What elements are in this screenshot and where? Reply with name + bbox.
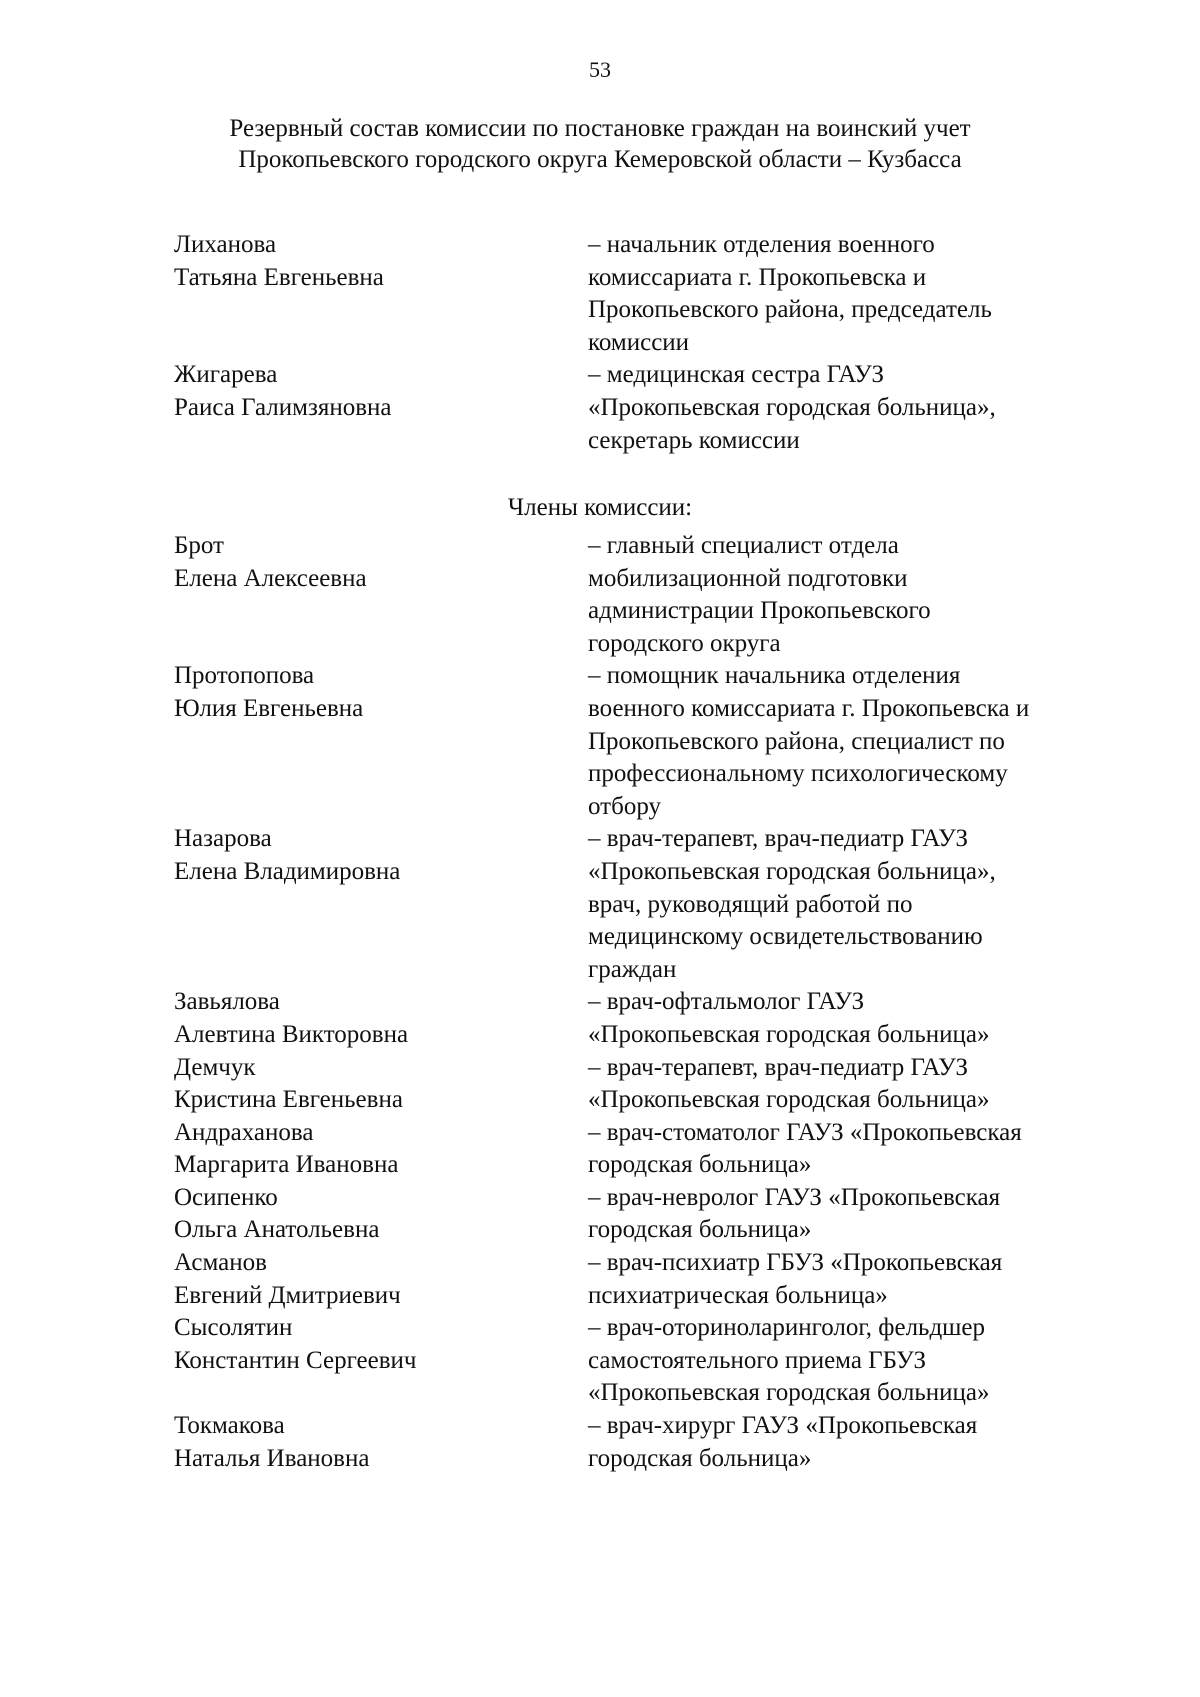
role-line: – врач-стоматолог ГАУЗ «Прокопьевская [588, 1118, 1022, 1146]
person-surname: Брот [174, 532, 224, 559]
role-line: городская больница» [588, 1151, 812, 1179]
person-surname: Токмакова [174, 1412, 285, 1440]
person-name [174, 823, 588, 986]
role-line: – врач-офтальмолог ГАУЗ [588, 988, 865, 1016]
role-line: городская больница» [588, 1444, 812, 1472]
person-entry [174, 986, 1114, 1051]
person-given-names: Раиса Галимзяновна [174, 393, 392, 421]
person-name [174, 1117, 588, 1182]
person-entry [174, 530, 1114, 660]
role-line: Прокопьевского района, председатель [588, 296, 992, 324]
person-surname: Протопопова [174, 662, 315, 690]
role-line: секретарь комиссии [588, 426, 800, 454]
role-line: – врач-невролог ГАУЗ «Прокопьевская [588, 1183, 1001, 1211]
role-line: – врач-терапевт, врач-педиатр ГАУЗ [588, 825, 968, 853]
person-entry [174, 1247, 1114, 1312]
role-line: – врач-психиатр ГБУЗ «Прокопьевская [588, 1249, 1003, 1277]
person-role [588, 1117, 1108, 1182]
person-entry [174, 1410, 1114, 1475]
person-name [174, 660, 588, 823]
person-role [588, 986, 1108, 1051]
person-given-names: Ольга Анатольевна [174, 1216, 380, 1244]
role-line: «Прокопьевская городская больница» [588, 1086, 990, 1114]
person-name [174, 1312, 588, 1410]
person-entry [174, 359, 1114, 457]
person-surname: Демчук [174, 1053, 256, 1081]
person-entry [174, 823, 1114, 986]
role-line: – начальник отделения военного [588, 231, 935, 258]
role-line: самостоятельного приема ГБУЗ [588, 1346, 926, 1374]
person-given-names: Елена Алексеевна [174, 564, 367, 592]
role-line: «Прокопьевская городская больница», [588, 393, 996, 421]
person-role [588, 1410, 1108, 1475]
role-line: психиатрическая больница» [588, 1281, 888, 1309]
person-name [174, 359, 588, 457]
title-line-1: Резервный состав комиссии по постановке граждан на воинский учет [229, 115, 971, 142]
role-line: мобилизационной подготовки [588, 564, 908, 592]
person-name [174, 1410, 588, 1475]
person-given-names: Наталья Ивановна [174, 1444, 370, 1472]
person-role [588, 359, 1108, 457]
role-line: комиссариата г. Прокопьевска и [588, 263, 927, 291]
role-line: граждан [588, 955, 677, 983]
person-given-names: Константин Сергеевич [174, 1346, 417, 1374]
person-name [174, 986, 588, 1051]
page-number: 53 [589, 57, 611, 82]
person-role [588, 530, 1108, 660]
person-entry [174, 1117, 1114, 1182]
person-given-names: Евгений Дмитриевич [174, 1281, 401, 1309]
person-given-names: Елена Владимировна [174, 857, 401, 885]
person-surname: Осипенко [174, 1183, 278, 1211]
person-entry [174, 229, 1114, 359]
title-line-2: Прокопьевского городского округа Кемеровской области – Кузбасса [238, 146, 962, 173]
role-line: комиссии [588, 328, 690, 356]
person-name [174, 1247, 588, 1312]
leadership-list [174, 229, 1114, 457]
person-surname: Сысолятин [174, 1314, 293, 1342]
person-given-names: Кристина Евгеньевна [174, 1086, 403, 1114]
role-line: администрации Прокопьевского [588, 597, 931, 625]
person-surname: Лиханова [174, 231, 277, 258]
role-line: – врач-хирург ГАУЗ «Прокопьевская [588, 1412, 978, 1440]
person-role [588, 1247, 1108, 1312]
person-given-names: Алевтина Викторовна [174, 1020, 409, 1048]
person-role [588, 1052, 1108, 1117]
person-role [588, 660, 1108, 823]
person-entry [174, 1312, 1114, 1410]
role-line: военного комиссариата г. Прокопьевска и [588, 694, 1030, 722]
person-given-names: Маргарита Ивановна [174, 1151, 399, 1179]
members-list [174, 530, 1114, 1475]
person-name [174, 1052, 588, 1117]
role-line: врач, руководящий работой по [588, 890, 913, 918]
person-surname: Асманов [174, 1249, 267, 1277]
person-role [588, 229, 1108, 359]
role-line: «Прокопьевская городская больница» [588, 1379, 990, 1407]
person-surname: Назарова [174, 825, 272, 853]
person-given-names: Татьяна Евгеньевна [174, 263, 384, 291]
role-line: профессиональному психологическому [588, 760, 1008, 788]
document-title [0, 113, 1200, 175]
person-role [588, 823, 1108, 986]
role-line: городского округа [588, 629, 781, 657]
person-name [174, 229, 588, 359]
person-name [174, 1182, 588, 1247]
role-line: – медицинская сестра ГАУЗ [588, 361, 885, 389]
person-entry [174, 1052, 1114, 1117]
person-role [588, 1182, 1108, 1247]
role-line: – помощник начальника отделения [588, 662, 961, 690]
person-entry [174, 1182, 1114, 1247]
role-line: Прокопьевского района, специалист по [588, 727, 1005, 755]
role-line: «Прокопьевская городская больница» [588, 1020, 990, 1048]
role-line: городская больница» [588, 1216, 812, 1244]
role-line: – врач-терапевт, врач-педиатр ГАУЗ [588, 1053, 968, 1081]
role-line: отбору [588, 792, 661, 820]
person-given-names: Юлия Евгеньевна [174, 694, 364, 722]
person-entry [174, 660, 1114, 823]
person-role [588, 1312, 1108, 1410]
members-heading: Члены комиссии: [507, 494, 693, 521]
role-line: – главный специалист отдела [588, 532, 899, 559]
role-line: «Прокопьевская городская больница», [588, 857, 996, 885]
person-surname: Завьялова [174, 988, 280, 1016]
person-name [174, 530, 588, 660]
person-surname: Жигарева [174, 361, 278, 389]
person-surname: Андраханова [174, 1118, 314, 1146]
role-line: медицинскому освидетельствованию [588, 923, 983, 951]
role-line: – врач-оториноларинголог, фельдшер [588, 1314, 986, 1342]
